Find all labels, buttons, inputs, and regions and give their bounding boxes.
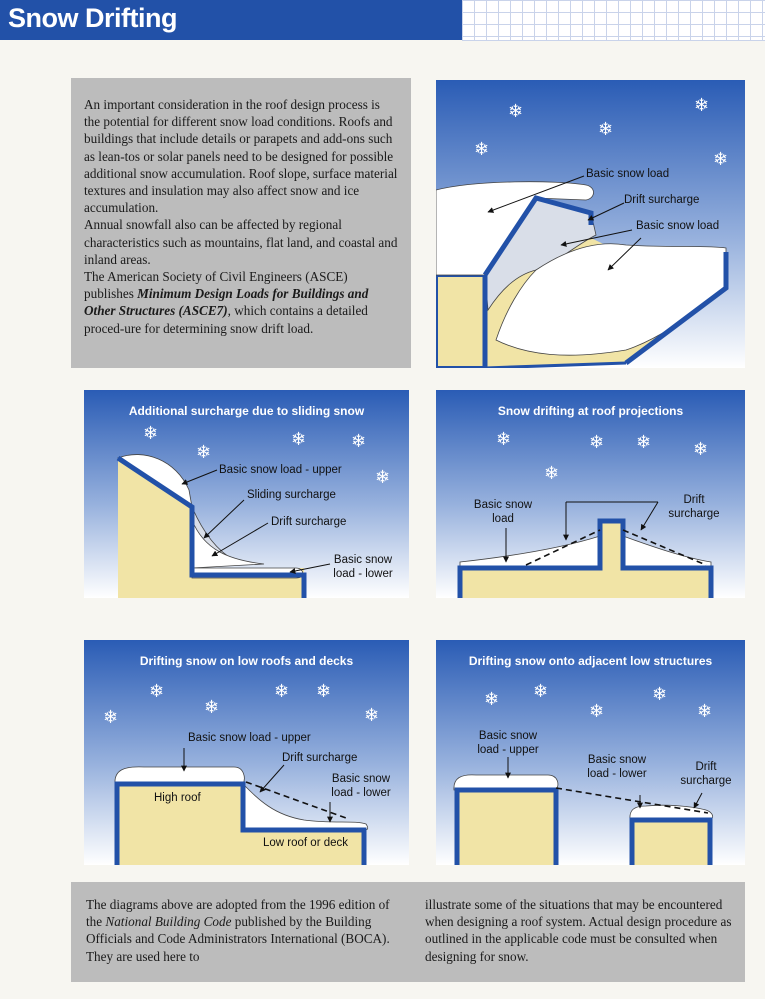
snowflake-icon: ❄	[713, 149, 729, 169]
diagram-lowroof-svg	[84, 640, 409, 865]
asce7-title: Minimum Design Loads for Buildings and Other Structures (ASCE7)	[84, 286, 369, 319]
lowroof-label-drift-surcharge: Drift surcharge	[282, 752, 358, 764]
snowflake-icon: ❄	[636, 432, 652, 452]
intro-paragraph-1: An important consideration in the roof design process is the potential for different snow load conditions. Roofs and buildings that include details or parapets and add-ons such as lean-tos or solar panels need to be designed for possible additional snow accumulation. Roof slope, surface material textures and insulation may also affect snow and ice accumulation.	[84, 97, 398, 216]
snowflake-icon: ❄	[351, 431, 367, 451]
footer-column-left	[86, 896, 401, 965]
snowflake-icon: ❄	[364, 705, 380, 725]
main-label-basic-snow-load-2: Basic snow load	[636, 220, 720, 232]
adjacent-label-basic-lower: Basic snow load - lower	[587, 754, 647, 780]
title-bar	[0, 0, 462, 40]
snowflake-icon: ❄	[589, 701, 605, 721]
snowflake-icon: ❄	[143, 423, 159, 443]
footer-left-end: published by the Building Officials and Code Administrators International (BOCA). They are used here to	[86, 914, 390, 964]
snowflake-icon: ❄	[474, 139, 490, 159]
snowflake-icon: ❄	[652, 684, 668, 704]
intro-paragraph-2: Annual snowfall also can be affected by regional characteristics such as mountains, flat land, and coastal and inland areas.	[84, 217, 398, 267]
panel-title: Snow drifting at roof projections	[497, 404, 684, 418]
main-label-drift-surcharge: Drift surcharge	[624, 194, 700, 206]
snowflake-icon: ❄	[693, 439, 709, 459]
header-grid-decoration	[462, 0, 765, 41]
footer-paragraph-left	[86, 896, 401, 965]
lowroof-label-basic-lower: Basic snow load - lower	[331, 773, 391, 799]
footer-left-start: The diagrams above are adopted from the 1996 edition of the	[86, 897, 390, 930]
sliding-label-basic-lower: Basic snow load - lower	[333, 554, 393, 580]
snowflake-icon: ❄	[694, 95, 710, 115]
lowroof-label-basic-upper: Basic snow load - upper	[188, 732, 311, 744]
sliding-label-drift-surcharge: Drift surcharge	[271, 516, 347, 528]
snowflake-icon: ❄	[508, 101, 524, 121]
diagram-adjacent-structures	[436, 640, 745, 865]
snowflake-icon: ❄	[316, 681, 332, 701]
snowflake-icon: ❄	[589, 432, 605, 452]
lowroof-label-low-roof-deck: Low roof or deck	[263, 837, 349, 849]
snowflake-icon: ❄	[196, 442, 212, 462]
panel-title: Drifting snow onto adjacent low structures	[468, 654, 713, 668]
snowflake-icon: ❄	[544, 463, 560, 483]
intro-p3-end: , which contains a detailed proced-ure for determining snow drift load.	[84, 303, 368, 336]
main-label-basic-snow-load: Basic snow load	[586, 168, 670, 180]
snowflake-icon: ❄	[598, 119, 614, 139]
lowroof-label-high-roof: High roof	[154, 792, 201, 804]
intro-paragraph-3	[84, 268, 399, 337]
snowflake-icon: ❄	[149, 681, 165, 701]
snowflake-icon: ❄	[103, 707, 119, 727]
projection-label-drift-surcharge: Drift surcharge	[668, 494, 720, 520]
snowflake-icon: ❄	[204, 697, 220, 717]
snowflake-icon: ❄	[697, 701, 713, 721]
intro-p3-start: The American Society of Civil Engineers (ASCE) publishes	[84, 269, 348, 302]
snowflake-icon: ❄	[484, 689, 500, 709]
footer-text-box	[71, 882, 745, 982]
snowflake-icon: ❄	[533, 681, 549, 701]
intro-text-box	[71, 78, 411, 368]
adjacent-label-basic-upper: Basic snow load - upper	[477, 730, 539, 756]
national-building-code-title: National Building Code	[105, 914, 232, 930]
footer-paragraph-right: illustrate some of the situations that may be encountered when designing a roof system. Actual design procedure as outlined in the applicable code must be consulted when designing for snow.	[425, 897, 732, 964]
sliding-label-sliding-surcharge: Sliding surcharge	[247, 489, 336, 501]
projection-label-basic-snow-load: Basic snow load	[473, 499, 533, 525]
page-title: Snow Drifting	[8, 3, 177, 33]
diagram-roof-projection	[436, 390, 745, 598]
diagram-sliding-snow	[84, 390, 409, 598]
panel-title: Drifting snow on low roofs and decks	[139, 654, 354, 668]
panel-title: Additional surcharge due to sliding snow	[128, 404, 365, 418]
sliding-label-basic-upper: Basic snow load - upper	[219, 464, 342, 476]
footer-column-right	[425, 896, 740, 965]
diagram-low-roofs	[84, 640, 409, 865]
adjacent-label-drift-surcharge: Drift surcharge	[680, 761, 732, 787]
snowflake-icon: ❄	[291, 429, 307, 449]
snowflake-icon: ❄	[274, 681, 290, 701]
diagram-main-building	[436, 80, 745, 368]
snowflake-icon: ❄	[375, 467, 391, 487]
snowflake-icon: ❄	[496, 429, 512, 449]
